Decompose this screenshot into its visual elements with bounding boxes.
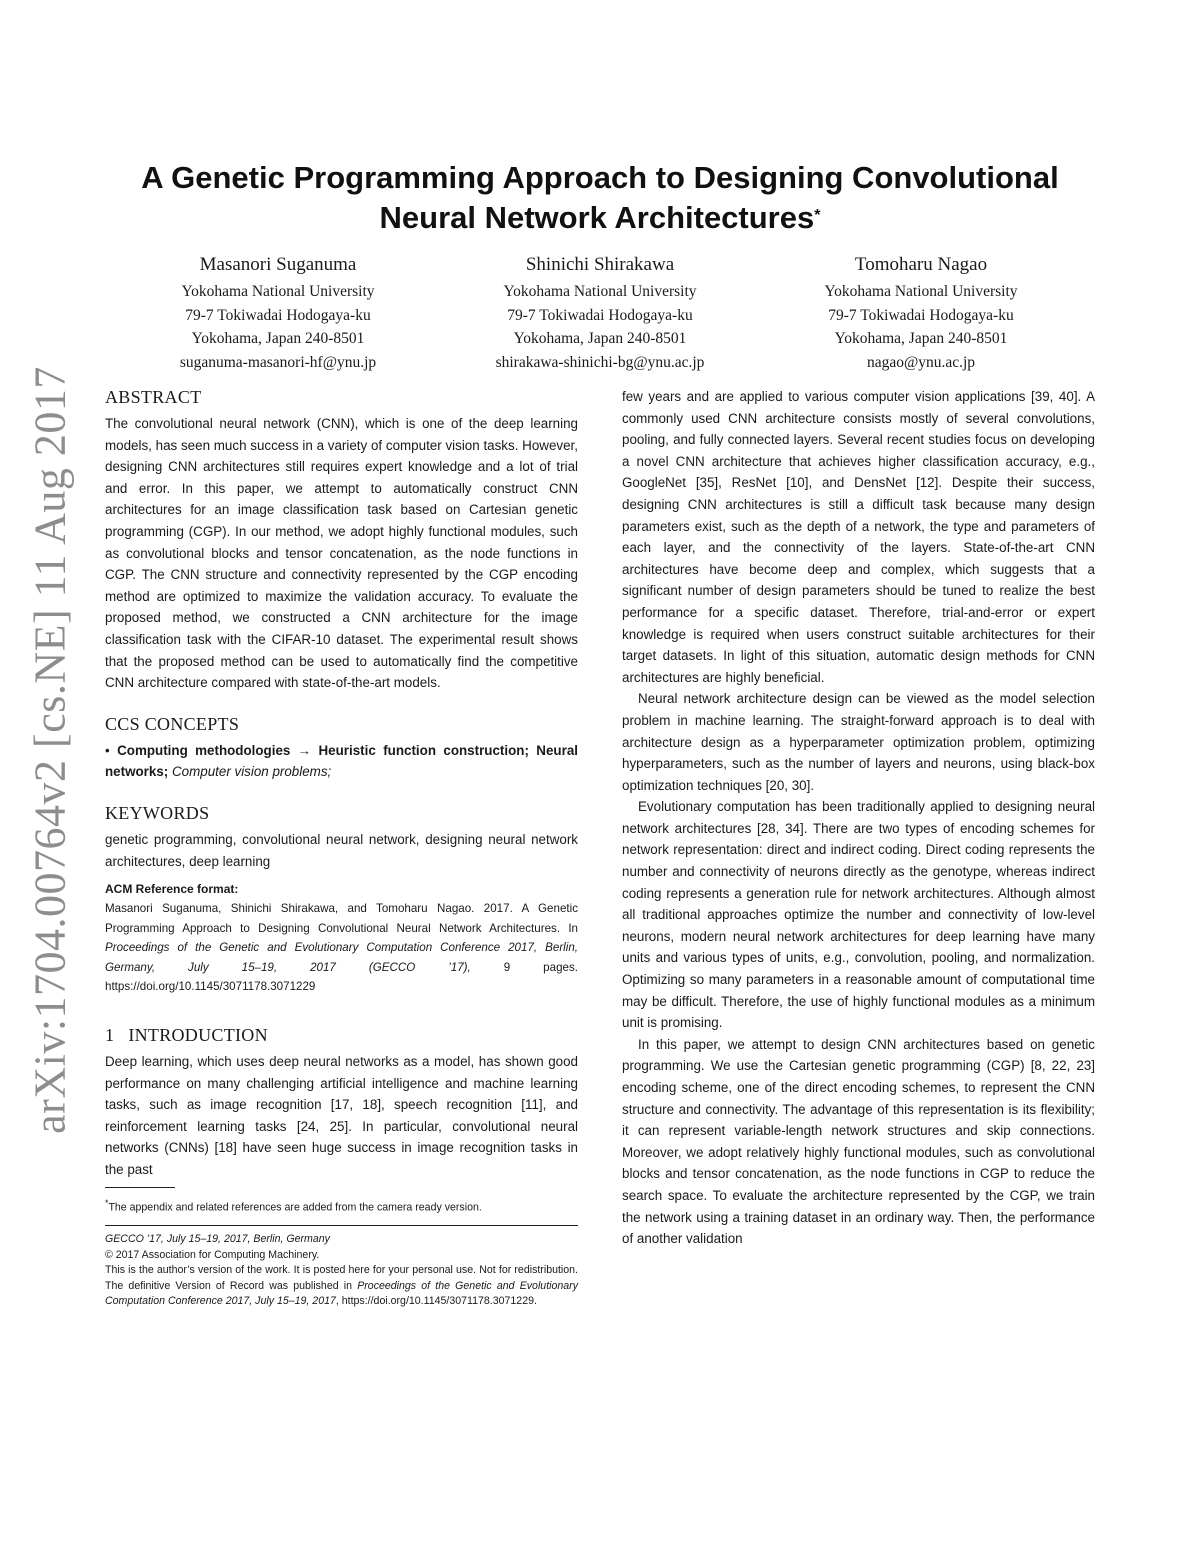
notice-doi[interactable]: , https://doi.org/10.1145/3071178.3071229. — [335, 1295, 537, 1308]
author-affiliation: Yokohama National University — [181, 283, 375, 300]
copyright-notice — [105, 1263, 578, 1310]
acm-reference-proceedings: Proceedings of the Genetic and Evolutionary Computation Conference 2017, Berlin, Germany, July 15–19, 2017 (GECCO ’17), — [105, 941, 578, 974]
author-name: Shinichi Shirakawa — [525, 254, 675, 275]
introduction-paragraph-5: In this paper, we attempt to design CNN architectures based on genetic programming. We use the Cartesian genetic programming (CGP) [8, 22, 23] encoding scheme, one of the direct encoding schemes, to represent the CNN structure and connectivity. The advantage of this representation is its flexibility; it can represent variable-length network structures and skip connections. Moreover, we adopt relatively highly functional modules, such as convolutional blocks and tensor concatenation, as the node functions in CGP to reduce the search space. To evaluate the architecture represented by the CGP, we train the network using a training dataset in an ordinary way. Then, the performance of another validation — [622, 1036, 1095, 1247]
title-footnote-marker: * — [814, 207, 821, 224]
copyright-line: © 2017 Association for Computing Machinery. — [105, 1248, 320, 1261]
acm-reference-doi-link[interactable]: https://doi.org/10.1145/3071178.3071229 — [105, 980, 316, 994]
introduction-paragraph-4: Evolutionary computation has been traditionally applied to designing neural network architectures [28, 34]. There are two types of encoding schemes for network representation: direct and indirect coding. Direct coding represents the number and connectivity of neurons directly as the genotype, whereas indirect coding represents a generation rule for network architectures. Although almost all traditional approaches optimize the number and connectivity of low-level neurons, modern neural network architectures for deep learning have many units and various types of units, e.g., convolution, pooling, and normalization. Optimizing so many parameters in a reasonable amount of computational time may be difficult. Therefore, the use of highly functional modules as a minimum unit is promising. — [622, 799, 1095, 1031]
right-column — [622, 386, 1095, 1250]
abstract-text: The convolutional neural network (CNN), which is one of the deep learning models, has seen much success in a variety of computer vision tasks. However, designing CNN architectures still requires expert knowledge and a lot of trial and error. In this paper, we attempt to automatically construct CNN architectures for an image classification task based on Cartesian genetic programming (CGP). In our method, we adopt highly functional modules, such as convolutional blocks and tensor concatenation, as the node functions in CGP. The CNN structure and connectivity represented by the CGP encoding method are optimized to maximize the validation accuracy. To evaluate the proposed method, we constructed a CNN architecture for the image classification task with the CIFAR-10 dataset. The experimental result shows that the proposed method can be used to automatically find the competitive CNN architecture compared with state-of-the-art models. — [105, 416, 578, 691]
acm-reference-pages: 9 pages. — [470, 960, 578, 974]
keywords-heading: KEYWORDS — [105, 802, 210, 823]
author-address: 79-7 Tokiwadai Hodogaya-ku — [185, 306, 371, 324]
ccs-italic-terms: Computer vision problems; — [171, 764, 332, 780]
author-email: suganuma-masanori-hf@ynu.jp — [179, 353, 377, 371]
author-address: 79-7 Tokiwadai Hodogaya-ku — [507, 306, 693, 324]
author-address: 79-7 Tokiwadai Hodogaya-ku — [828, 306, 1014, 324]
author-city: Yokohama, Japan 240-8501 — [191, 330, 365, 347]
author-affiliation: Yokohama National University — [503, 283, 697, 300]
author-block-3 — [771, 252, 1071, 374]
ccs-bullet: • — [105, 742, 110, 758]
title-line-2 — [100, 198, 1100, 238]
copyright-block — [105, 1232, 578, 1310]
notice-proceedings: Proceedings of the Genetic and Evolutionary Computation Conference 2017, July 15–19, 2017 — [105, 1279, 578, 1308]
author-affiliation: Yokohama National University — [824, 283, 1018, 300]
section-number: 1 — [105, 1025, 115, 1046]
footnote-marker: * — [105, 1197, 109, 1208]
introduction-paragraph-1: Deep learning, which uses deep neural networks as a model, has shown good performance on many challenging artificial intelligence and machine learning tasks, such as image recognition [17, 18], speech recognition [11], and reinforcement learning tasks [24, 25]. In particular, convolutional neural networks (CNNs) [18] have seen huge success in image recognition tasks in the past — [105, 1054, 578, 1178]
introduction-paragraph-3: Neural network architecture design can be viewed as the model selection problem in machine learning. The straight-forward approach is to deal with architecture design as a hyperparameter optimization problem, optimizing hyperparameters, such as the number of layers and neurons, using black-box optimization techniques [20, 30]. — [622, 691, 1095, 793]
keywords-text: genetic programming, convolutional neural network, designing neural network architectures, deep learning — [105, 831, 578, 869]
conference-venue: GECCO ’17, July 15–19, 2017, Berlin, Germany — [105, 1233, 330, 1246]
title-line-1: A Genetic Programming Approach to Designing Convolutional — [141, 160, 1059, 195]
introduction-heading — [105, 1023, 578, 1047]
footnote — [105, 1196, 578, 1216]
notice-text: This is the author’s version of the work. It is posted here for your personal use. Not for redistribution. The definitive Version of Record was published in — [105, 1264, 578, 1292]
author-email: nagao@ynu.ac.jp — [866, 353, 976, 371]
author-block-2 — [450, 252, 750, 374]
acm-reference-authors: Masanori Suganuma, Shinichi Shirakawa, and Tomoharu Nagao. 2017. A Genetic Programming Approach to Designing Convolutional Neural Network Architectures. In — [105, 902, 578, 935]
ccs-bold-terms: Computing methodologies → Heuristic function construction; Neural networks; — [105, 742, 578, 780]
author-name: Masanori Suganuma — [199, 254, 357, 275]
author-email: shirakawa-shinichi-bg@ynu.ac.jp — [495, 353, 705, 371]
author-name: Tomoharu Nagao — [854, 254, 988, 275]
ccs-concepts — [105, 740, 578, 783]
footnote-divider — [105, 1187, 175, 1188]
acm-reference-text — [105, 899, 578, 997]
author-block-1 — [128, 252, 428, 374]
acm-reference-heading: ACM Reference format: — [105, 882, 239, 897]
abstract-heading: ABSTRACT — [105, 387, 202, 407]
left-column — [105, 385, 578, 1310]
paper-title — [100, 158, 1100, 238]
arxiv-identifier-stamp: arXiv:1704.00764v2 [cs.NE] 11 Aug 2017 — [25, 366, 75, 1134]
footnote-text: The appendix and related references are added from the camera ready version. — [108, 1201, 482, 1214]
copyright-divider — [105, 1225, 578, 1226]
author-city: Yokohama, Japan 240-8501 — [834, 330, 1008, 347]
section-title: INTRODUCTION — [128, 1025, 268, 1046]
ccs-heading: CCS CONCEPTS — [105, 713, 240, 734]
introduction-paragraph-2: few years and are applied to various computer vision applications [39, 40]. A commonly used CNN architecture consists mostly of several convolutions, pooling, and fully connected layers. Several recent studies focus on developing a novel CNN architecture that achieves higher classification accuracy, e.g., GoogleNet [35], ResNet [10], and DensNet [12]. Despite their success, designing CNN architectures is still a difficult task because many design parameters exist, such as the depth of a network, the type and parameters of each layer, and the connectivity of the layers. State-of-the-art CNN architectures have become deep and complex, which suggests that a significant number of design parameters should be tuned to realize the best performance for a specific dataset. Therefore, trial-and-error or expert knowledge is required when users construct suitable architectures for their target datasets. In light of this situation, automatic design methods for CNN architectures are highly beneficial. — [622, 389, 1095, 685]
author-city: Yokohama, Japan 240-8501 — [513, 330, 687, 347]
title-line-2-text: Neural Network Architectures — [379, 200, 815, 235]
